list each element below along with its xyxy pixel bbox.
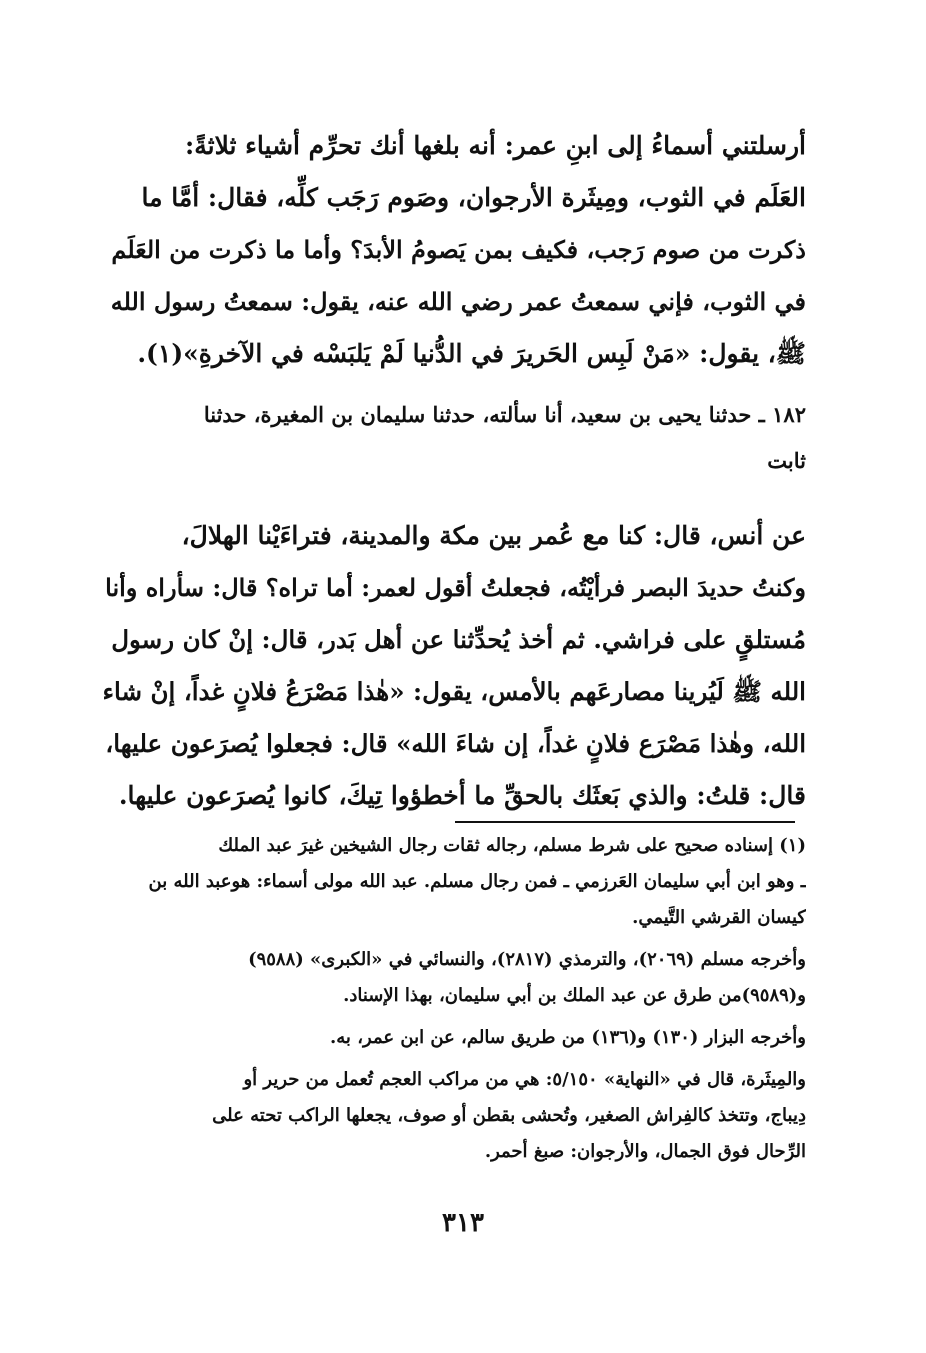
footnote-line: ـ وهو ابن أبي سليمان العَرزمي ـ فمن رجال مسلم. عبد الله مولى أسماء: هوعبد الله بن bbox=[148, 871, 806, 892]
text-line: ذكرت من صوم رَجب، فكيف بمن يَصومُ الأبدَ؟ وأما ما ذكرت من العَلَم bbox=[111, 235, 806, 264]
text-line: مُستلقٍ على فراشي. ثم أخذ يُحدِّثنا عن أهل بَدر، قال: إنْ كان رسول bbox=[111, 625, 806, 654]
text-line: الله، وهٰذا مَصْرَع فلانٍ غداً، إن شاءَ الله» قال: فجعلوا يُصرَعون عليها، bbox=[105, 729, 806, 758]
footnote-paragraph bbox=[100, 828, 806, 936]
text-line: الله ﷺ لَيُرينا مصارعَهم بالأمس، يقول: «هٰذا مَصْرَعُ فلانٍ غداً، إنْ شاء bbox=[102, 677, 806, 706]
footnotes bbox=[100, 828, 806, 1170]
page-number: ٣١٣ bbox=[442, 1208, 484, 1238]
footnote-line: وأخرجه البزار (١٣٠) و(١٣٦) من طريق سالم، عن ابن عمر، به. bbox=[330, 1027, 806, 1048]
text-line: ﷺ، يقول: «مَنْ لَبِس الحَريرَ في الدُّنيا لَمْ يَلبَسْه في الآخرةِ»(١). bbox=[137, 339, 806, 368]
footnote-paragraph bbox=[100, 1062, 806, 1170]
text-line: في الثوب، فإني سمعتُ عمر رضي الله عنه، يقول: سمعتُ رسول الله bbox=[110, 287, 806, 316]
footnote-paragraph bbox=[100, 942, 806, 1014]
text-line: العَلَم في الثوب، ومِيثَرة الأرجوان، وصَوم رَجَب كلِّه، فقال: أمَّا ما bbox=[141, 183, 806, 212]
text-line: ١٨٢ ـ حدثنا يحيى بن سعيد، أنا سألته، حدثنا سليمان بن المغيرة، حدثنا bbox=[203, 402, 806, 427]
footnote-line: كيسان القرشي التَّيمي. bbox=[632, 907, 806, 928]
hadith-chain-182 bbox=[100, 392, 806, 484]
text-line: ثابت bbox=[767, 448, 806, 473]
footnote-line: والمِيثَرة، قال في «النهاية» ٥/١٥٠: هي من مراكب العجم تُعمل من حرير أو bbox=[243, 1069, 806, 1090]
footnote-line: (١) إسناده صحيح على شرط مسلم، رجاله ثقات رجال الشيخين غيرَ عبد الملك bbox=[218, 835, 806, 856]
footnote-line: و(٩٥٨٩)من طرق عن عبد الملك بن أبي سليمان، بهذا الإسناد. bbox=[343, 985, 806, 1006]
text-line: قال: قلتُ: والذي بَعثَك بالحقِّ ما أخطؤوا تِيكَ، كانوا يُصرَعون عليها. bbox=[118, 781, 806, 810]
text-line: وكنتُ حديدَ البصر فرأيْتُه، فجعلتُ أقول لعمر: أما تراه؟ قال: سأراه وأنا bbox=[105, 573, 806, 602]
footnote-paragraph bbox=[100, 1020, 806, 1056]
text-line: أرسلتني أسماءُ إلى ابنِ عمر: أنه بلغها أنك تحرِّم أشياء ثلاثةً: bbox=[184, 131, 806, 160]
footnote-divider bbox=[455, 821, 795, 823]
footnote-line: وأخرجه مسلم (٢٠٦٩)، والترمذي (٢٨١٧)، والنسائي في «الكبرى» (٩٥٨٨) bbox=[248, 949, 806, 970]
main-text-paragraph-2 bbox=[100, 510, 806, 822]
footnote-line: دِيباج، وتتخذ كالفِراش الصغير، وتُحشى بقطن أو صوف، يجعلها الراكب تحته على bbox=[212, 1105, 806, 1126]
footnote-line: الرِّحال فوق الجمال، والأرجوان: صبغ أحمر. bbox=[484, 1141, 806, 1162]
text-line: عن أنس، قال: كنا مع عُمر بين مكة والمدينة، فتراءَيْنا الهلالَ، bbox=[181, 521, 806, 550]
main-text-paragraph-1 bbox=[100, 120, 806, 380]
